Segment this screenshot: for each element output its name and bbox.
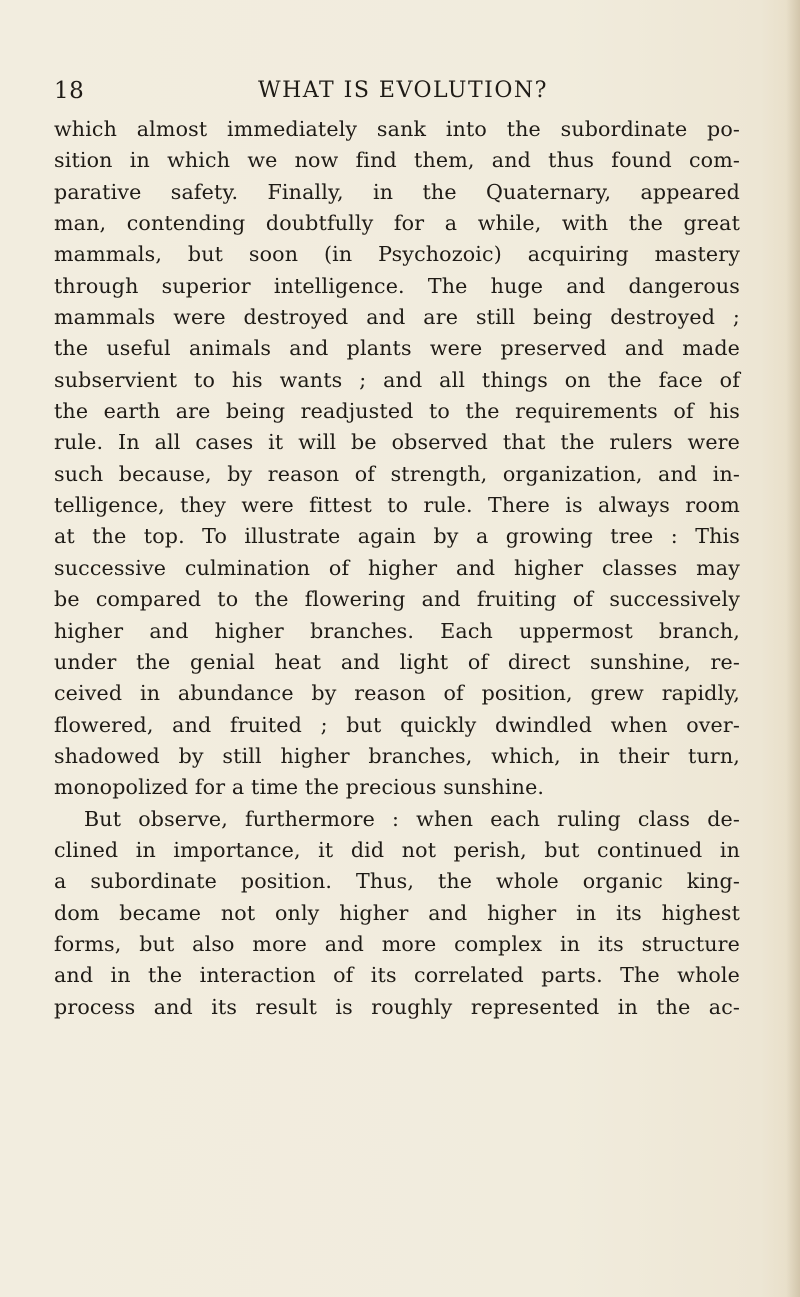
text-line: such because, by reason of strength, organization, and in- (54, 461, 740, 486)
text-line: subservient to his wants ; and all things on the face of (54, 367, 740, 392)
page-number: 18 (54, 78, 85, 104)
text-line: at the top. To illustrate again by a growing tree : This (54, 524, 740, 549)
text-line: the useful animals and plants were preserved and made (54, 336, 740, 361)
text-line: which almost immediately sank into the subordinate po- (54, 117, 740, 141)
text-line: flowered, and fruited ; but quickly dwindled when over- (54, 712, 740, 737)
text-line: shadowed by still higher branches, which, in their turn, (54, 743, 740, 768)
text-line: process and its result is roughly represented in the ac- (54, 994, 740, 1019)
text-line: parative safety. Finally, in the Quaternary, appeared (54, 179, 740, 204)
running-head: WHAT IS EVOLUTION? (258, 78, 548, 103)
paragraph-end-line: monopolized for a time the precious sunshine. (54, 775, 545, 800)
text-line: the earth are being readjusted to the requirements of his (54, 399, 740, 424)
text-line: dom became not only higher and higher in its highest (54, 900, 740, 925)
page-edge-shadow (786, 0, 800, 1297)
text-line: higher and higher branches. Each uppermost branch, (54, 618, 740, 643)
text-line: telligence, they were fittest to rule. There is always room (54, 493, 740, 518)
text-line: mammals, but soon (in Psychozoic) acquiring mastery (54, 242, 740, 267)
page-header (54, 73, 740, 109)
text-line: be compared to the flowering and fruiting of successively (54, 587, 740, 612)
text-line: under the genial heat and light of direct sunshine, re- (54, 649, 740, 674)
text-line: rule. In all cases it will be observed that the rulers were (54, 430, 740, 455)
text-line: successive culmination of higher and higher classes may (54, 555, 740, 580)
text-line: sition in which we now find them, and thus found com- (54, 148, 740, 173)
text-line: mammals were destroyed and are still being destroyed ; (54, 305, 740, 330)
body-text (54, 114, 740, 1023)
text-line: and in the interaction of its correlated parts. The whole (54, 963, 740, 988)
text-line: clined in importance, it did not perish, but continued in (54, 837, 740, 862)
text-line: a subordinate position. Thus, the whole organic king- (54, 869, 740, 894)
text-line: ceived in abundance by reason of position, grew rapidly, (54, 681, 740, 706)
text-line: man, contending doubtfully for a while, with the great (54, 211, 740, 236)
text-line: forms, but also more and more complex in its structure (54, 931, 740, 956)
paragraph-start-line: But observe, furthermore : when each ruling class de- (84, 806, 740, 831)
text-line: through superior intelligence. The huge and dangerous (54, 273, 740, 298)
